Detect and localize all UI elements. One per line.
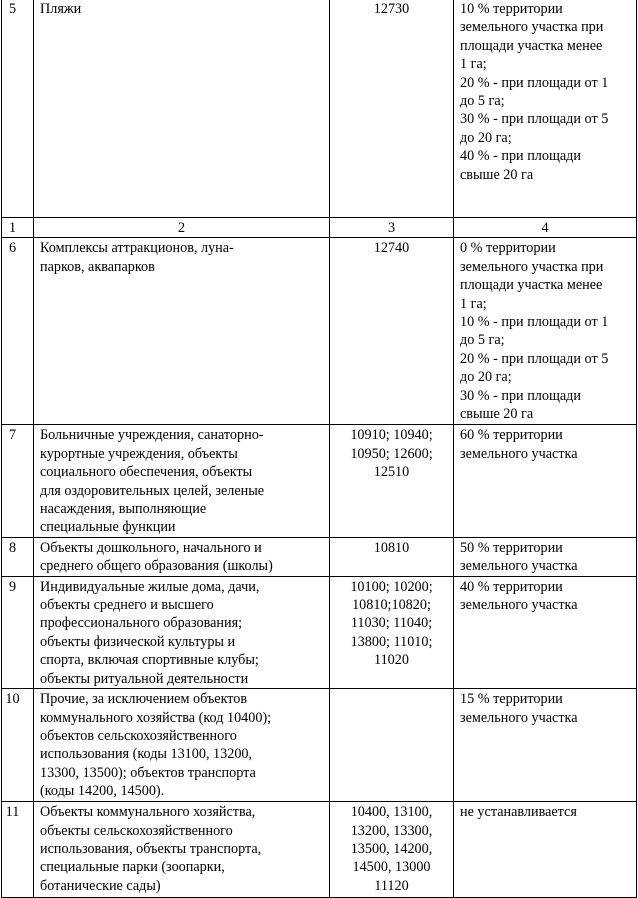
codes-cell: 10100; 10200; 10810;10820; 11030; 11040; 13800; 11010; 11020: [330, 576, 454, 688]
table-row: [2, 689, 637, 802]
codes-cell: 10810: [330, 537, 454, 576]
norm-cell: 15 % территории земельного участка: [454, 689, 637, 802]
row-number: 5: [2, 0, 34, 218]
norm-cell: 0 % территории земельного участка при площади участка менее 1 га; 10 % - при площади от 1 до 5 га; 20 % - при площади от 5 до 20 га; 30 % - при площади свыше 20 га: [454, 238, 637, 425]
row-number: 9: [2, 576, 34, 688]
norm-cell: не устанавливается: [454, 802, 637, 898]
column-number-row: [2, 218, 637, 238]
land-use-norms-table: [1, 0, 637, 898]
table-row: [2, 0, 637, 218]
table-row: [2, 802, 637, 898]
codes-cell: [330, 689, 454, 802]
object-name-cell: Объекты дошкольного, начального и среднего общего образования (школы): [34, 537, 330, 576]
column-number-2: 2: [34, 218, 330, 238]
column-number-3: 3: [330, 218, 454, 238]
object-name-cell: Больничные учреждения, санаторно- курортные учреждения, объекты социального обеспечения, объекты для оздоровительных целей, зеленые насаждения, выполняющие специальные функции: [34, 425, 330, 537]
table-row: [2, 238, 637, 425]
object-name-cell: Пляжи: [34, 0, 330, 218]
row-number: 8: [2, 537, 34, 576]
norm-cell: 50 % территории земельного участка: [454, 537, 637, 576]
codes-cell: 10910; 10940; 10950; 12600; 12510: [330, 425, 454, 537]
row-number: 6: [2, 238, 34, 425]
row-number: 10: [2, 689, 34, 802]
object-name-cell: Индивидуальные жилые дома, дачи, объекты среднего и высшего профессионального образования; объекты физической культуры и спорта, включая спортивные клубы; объекты ритуальной деятельности: [34, 576, 330, 688]
object-name-cell: Прочие, за исключением объектов коммунального хозяйства (код 10400); объектов сельскохозяйственного использования (коды 13100, 13200, 13300, 13500); объектов транспорта (коды 14200, 14500).: [34, 689, 330, 802]
codes-cell: 12740: [330, 238, 454, 425]
table-row: [2, 425, 637, 537]
table-row: [2, 576, 637, 688]
row-number: 11: [2, 802, 34, 898]
row-number: 7: [2, 425, 34, 537]
column-number-4: 4: [454, 218, 637, 238]
codes-cell: 10400, 13100, 13200, 13300, 13500, 14200, 14500, 13000 11120: [330, 802, 454, 898]
table-row: [2, 537, 637, 576]
codes-cell: 12730: [330, 0, 454, 218]
column-number-1: 1: [2, 218, 34, 238]
object-name-cell: Комплексы аттракционов, луна- парков, аквапарков: [34, 238, 330, 425]
norm-cell: 40 % территории земельного участка: [454, 576, 637, 688]
norm-cell: 60 % территории земельного участка: [454, 425, 637, 537]
norm-cell: 10 % территории земельного участка при площади участка менее 1 га; 20 % - при площади от 1 до 5 га; 30 % - при площади от 5 до 20 га; 40 % - при площади свыше 20 га: [454, 0, 637, 218]
object-name-cell: Объекты коммунального хозяйства, объекты сельскохозяйственного использования, объекты транспорта, специальные парки (зоопарки, ботанические сады): [34, 802, 330, 898]
